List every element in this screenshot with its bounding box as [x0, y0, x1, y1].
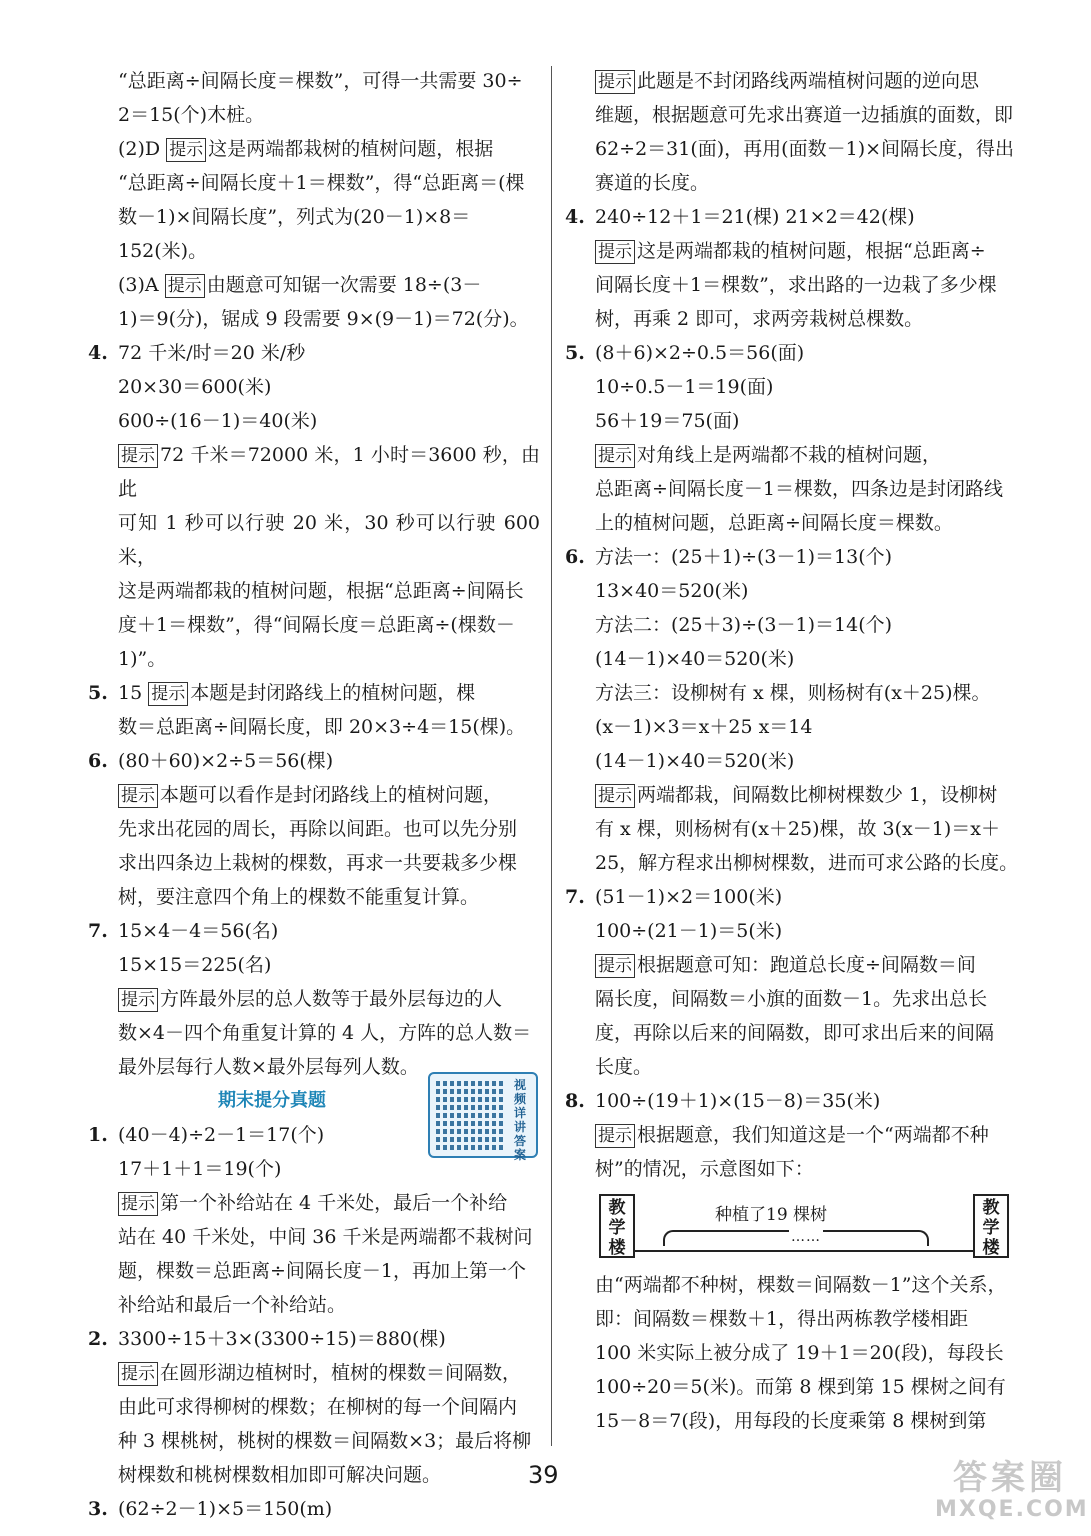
watermark-logo [935, 1458, 1089, 1530]
answer-line [88, 1458, 540, 1492]
answer-line [565, 982, 1020, 1016]
answer-text: 方法三：设柳树有 x 棵，则杨树有(x＋25)棵。 [595, 682, 991, 704]
hint-text: 对角线上是两端都不栽的植树问题， [637, 444, 942, 466]
answer-text: 种 3 棵桃树，桃树的棵数＝间隔数×3；最后将柳 [118, 1430, 532, 1452]
answer-text: 隔长度，间隔数＝小旗的面数－1。先求出总长 [595, 988, 988, 1010]
answer-line [565, 1268, 1020, 1302]
hint-text: 在圆形湖边植树时，植树的棵数＝间隔数， [160, 1362, 522, 1384]
answer-text: (80＋60)×2÷5＝56(棵) [118, 750, 334, 772]
answer-item-start [88, 336, 540, 370]
column-divider [551, 66, 552, 1446]
answer-line [88, 948, 540, 982]
answer-line [565, 744, 1020, 778]
question-number: 5. [88, 682, 108, 704]
answer-item-start [88, 676, 540, 710]
answer-line [88, 1356, 540, 1390]
answer-line [565, 438, 1020, 472]
answer-text: 20×30＝600(米) [118, 376, 272, 398]
answer-text: 15 [118, 682, 149, 704]
answer-line [565, 132, 1020, 166]
answer-text: 求出四条边上栽树的棵数，再求一共要栽多少棵 [118, 852, 518, 874]
answer-text: 度＋1＝棵数”，得“间隔长度＝总距离÷(棵数－ [118, 614, 515, 636]
answer-text: 方法一：(25＋1)÷(3－1)＝13(个) [595, 546, 893, 568]
answer-line [88, 778, 540, 812]
answer-text: 13×40＝520(米) [595, 580, 749, 602]
answer-text: 15－8＝7(段)，用每段的长度乘第 8 棵树到第 [595, 1410, 987, 1432]
answer-line [88, 846, 540, 880]
answer-item-start [88, 744, 540, 778]
hint-label: 提示 [118, 988, 158, 1012]
answer-line [565, 948, 1020, 982]
question-number: 5. [565, 342, 585, 364]
answer-line [565, 1302, 1020, 1336]
right-building: 教学楼 [973, 1194, 1009, 1258]
question-number: 3. [88, 1498, 108, 1520]
answer-line [565, 1050, 1020, 1084]
answer-line [88, 370, 540, 404]
answer-text: 上的植树问题，总距离÷间隔长度＝棵数。 [595, 512, 953, 534]
answer-line [88, 234, 540, 268]
answer-text: 62÷2＝31(面)，再用(面数－1)×间隔长度，得出 [595, 138, 1015, 160]
answer-text: 先求出花园的周长，再除以间距。也可以先分别 [118, 818, 518, 840]
answer-line [88, 880, 540, 914]
section-title: 期末提分真题 [218, 1090, 326, 1111]
answer-line [565, 846, 1020, 880]
question-number: 7. [88, 920, 108, 942]
answer-text: 数－1)×间隔长度”，列式为(20－1)×8＝ [118, 206, 471, 228]
answer-line [565, 574, 1020, 608]
hint-text: 两端都栽，间隔数比柳树棵数少 1，设柳树 [637, 784, 998, 806]
answer-text: (2)D [118, 138, 167, 160]
answer-text: “总距离÷间隔长度＝棵数”，可得一共需要 30÷ [118, 70, 523, 92]
answer-item-start [88, 1322, 540, 1356]
answer-text: 由此可求得柳树的棵数；在柳树的每一个间隔内 [118, 1396, 518, 1418]
answer-line [88, 132, 540, 166]
answer-text: 总距离÷间隔长度－1＝棵数，四条边是封闭路线 [595, 478, 1004, 500]
hint-label: 提示 [118, 784, 158, 808]
answer-text: 2＝15(个)木桩。 [118, 104, 265, 126]
page-number: 39 [528, 1461, 559, 1489]
hint-text: 72 千米＝72000 米，1 小时＝3600 秒，由此 [118, 444, 540, 500]
answer-line [565, 64, 1020, 98]
answer-line [88, 166, 540, 200]
hint-label: 提示 [595, 444, 635, 468]
answer-item-start [88, 1492, 540, 1526]
answer-line [565, 166, 1020, 200]
left-column [88, 64, 540, 1526]
hint-label: 提示 [165, 274, 205, 298]
answer-text: 数×4－四个角重复计算的 4 人，方阵的总人数＝ [118, 1022, 532, 1044]
answer-line [88, 268, 540, 302]
answer-line [88, 98, 540, 132]
answer-text: 15×4－4＝56(名) [118, 920, 279, 942]
answer-line [565, 98, 1020, 132]
answer-text: 数＝总距离÷间隔长度，即 20×3÷4＝15(棵)。 [118, 716, 526, 738]
answer-line [565, 812, 1020, 846]
answer-text: 补给站和最后一个补给站。 [118, 1294, 347, 1316]
answer-text: (40－4)÷2－1＝17(个) [118, 1124, 325, 1146]
answer-line [88, 404, 540, 438]
answer-text: 100÷(21－1)＝5(米) [595, 920, 783, 942]
question-number: 4. [565, 206, 585, 228]
hint-text: 这是两端都栽的植树问题，根据“总距离÷ [637, 240, 986, 262]
answer-text: (14－1)×40＝520(米) [595, 648, 795, 670]
answer-line [88, 608, 540, 642]
answer-line [565, 472, 1020, 506]
answer-text: 最外层每行人数×最外层每列人数。 [118, 1056, 419, 1078]
answer-line [565, 778, 1020, 812]
answer-text: 间隔长度＋1＝棵数”，求出路的一边栽了多少棵 [595, 274, 997, 296]
answer-text: 100÷20＝5(米)。而第 8 棵到第 15 棵树之间有 [595, 1376, 1006, 1398]
hint-text: 此题是不封闭路线两端植树问题的逆向思 [637, 70, 980, 92]
answer-text: 题，棵数＝总距离÷间隔长度－1，再加上第一个 [118, 1260, 527, 1282]
answer-line [565, 370, 1020, 404]
answer-text: 由“两端都不种树，棵数＝间隔数－1”这个关系， [595, 1274, 1007, 1296]
answer-line [565, 642, 1020, 676]
answer-item-start [565, 540, 1020, 574]
answer-line [88, 64, 540, 98]
hint-text: 第一个补给站在 4 千米处，最后一个补给 [160, 1192, 508, 1214]
diagram-dots: …… [791, 1229, 821, 1245]
answer-line [565, 268, 1020, 302]
answer-item-start [565, 336, 1020, 370]
question-number: 7. [565, 886, 585, 908]
answer-text: 56＋19＝75(面) [595, 410, 740, 432]
answer-line [88, 1288, 540, 1322]
answer-text: 72 千米/时＝20 米/秒 [118, 342, 306, 364]
answer-line [88, 1254, 540, 1288]
answer-text: 100 米实际上被分成了 19＋1＝20(段)，每段长 [595, 1342, 1004, 1364]
answer-text: 17＋1＋1＝19(个) [118, 1158, 282, 1180]
answer-text: 可知 1 秒可以行驶 20 米，30 秒可以行驶 600 米， [118, 512, 540, 568]
question-number: 1. [88, 1124, 108, 1146]
answer-line [565, 1336, 1020, 1370]
answer-line [565, 710, 1020, 744]
watermark-text: 答案圈 [953, 1458, 1067, 1498]
answer-line [88, 574, 540, 608]
hint-label: 提示 [118, 1362, 158, 1386]
answer-text: (14－1)×40＝520(米) [595, 750, 795, 772]
answer-text: 1)”。 [118, 648, 167, 670]
answer-text: 赛道的长度。 [595, 172, 710, 194]
question-number: 8. [565, 1090, 585, 1112]
hint-label: 提示 [595, 1124, 635, 1148]
answer-line [88, 1390, 540, 1424]
tree-planting-diagram [595, 1194, 1013, 1268]
answer-line [565, 1152, 1020, 1186]
hint-label: 提示 [166, 138, 206, 162]
answer-line [88, 812, 540, 846]
hint-text: 本题是封闭路线上的植树问题，棵 [190, 682, 476, 704]
answer-text: 站在 40 千米处，中间 36 千米是两端都不栽树问 [118, 1226, 533, 1248]
hint-label: 提示 [118, 444, 158, 468]
answer-line [565, 1016, 1020, 1050]
answer-line [88, 1186, 540, 1220]
hint-label: 提示 [595, 954, 635, 978]
diagram-label: 种植了19 棵树 [715, 1205, 828, 1225]
answer-text: 长度。 [595, 1056, 653, 1078]
answer-text: 25，解方程求出柳树棵数，进而可求公路的长度。 [595, 852, 1019, 874]
answer-text: 即：间隔数＝棵数＋1，得出两栋教学楼相距 [595, 1308, 969, 1330]
hint-label: 提示 [595, 70, 635, 94]
answer-text: (3)A [118, 274, 165, 296]
answer-text: (8＋6)×2÷0.5＝56(面) [595, 342, 805, 364]
answer-line [88, 302, 540, 336]
answer-text: 1)＝9(分)，锯成 9 段需要 9×(9－1)＝72(分)。 [118, 308, 529, 330]
answer-text: 树”的情况，示意图如下： [595, 1158, 814, 1180]
hint-label: 提示 [118, 1192, 158, 1216]
watermark-url: MXQE.COM [935, 1497, 1089, 1522]
road-line [635, 1250, 973, 1252]
left-building: 教学楼 [599, 1194, 635, 1258]
answer-line [565, 676, 1020, 710]
answer-text: 树，要注意四个角上的棵数不能重复计算。 [118, 886, 480, 908]
hint-text: 根据题意，我们知道这是一个“两端都不种 [637, 1124, 989, 1146]
right-column [565, 64, 1020, 1438]
hint-text: 方阵最外层的总人数等于最外层每边的人 [160, 988, 503, 1010]
hint-text: 本题可以看作是封闭路线上的植树问题， [160, 784, 503, 806]
question-number: 2. [88, 1328, 108, 1350]
answer-line [88, 642, 540, 676]
answer-line [565, 1404, 1020, 1438]
answer-text: 240÷12＋1＝21(棵) 21×2＝42(棵) [595, 206, 915, 228]
answer-text: 600÷(16－1)＝40(米) [118, 410, 318, 432]
answer-text: 这是两端都栽的植树问题，根据“总距离÷间隔长 [118, 580, 524, 602]
answer-line [88, 506, 540, 574]
answer-line [88, 1016, 540, 1050]
answer-text: “总距离÷间隔长度＋1＝棵数”，得“总距离＝(棵 [118, 172, 525, 194]
answer-item-start [565, 1084, 1020, 1118]
question-number: 4. [88, 342, 108, 364]
answer-line [565, 506, 1020, 540]
answer-item-start [565, 880, 1020, 914]
answer-text: 100÷(19＋1)×(15－8)＝35(米) [595, 1090, 881, 1112]
answer-text: 度，再除以后来的间隔数，即可求出后来的间隔 [595, 1022, 995, 1044]
answer-text: 维题，根据题意可先求出赛道一边插旗的面数，即 [595, 104, 1014, 126]
answer-text: 10÷0.5－1＝19(面) [595, 376, 774, 398]
answer-text: (x－1)×3＝x＋25 x＝14 [595, 716, 813, 738]
answer-line [88, 1424, 540, 1458]
answer-text: 有 x 棵，则杨树有(x＋25)棵，故 3(x－1)＝x＋ [595, 818, 1000, 840]
answer-text: 方法二：(25＋3)÷(3－1)＝14(个) [595, 614, 893, 636]
hint-label: 提示 [595, 784, 635, 808]
answer-item-start [88, 914, 540, 948]
answer-text: (51－1)×2＝100(米) [595, 886, 783, 908]
answer-line [88, 438, 540, 506]
hint-label: 提示 [148, 682, 188, 706]
answer-line [565, 608, 1020, 642]
answer-line [88, 710, 540, 744]
qr-pattern [436, 1080, 506, 1150]
answer-text: 树，再乘 2 即可，求两旁栽树总棵数。 [595, 308, 924, 330]
question-number: 6. [565, 546, 585, 568]
answer-line [565, 1118, 1020, 1152]
answer-text: 15×15＝225(名) [118, 954, 272, 976]
answer-text: 树棵数和桃树棵数相加即可解决问题。 [118, 1464, 442, 1486]
hint-label: 提示 [595, 240, 635, 264]
answer-line [88, 200, 540, 234]
answer-line [565, 234, 1020, 268]
qr-code-icon[interactable] [428, 1072, 538, 1162]
answer-line [88, 982, 540, 1016]
answer-line [565, 1370, 1020, 1404]
answer-text: 152(米)。 [118, 240, 208, 262]
answer-line [565, 404, 1020, 438]
answer-text: 3300÷15＋3×(3300÷15)＝880(棵) [118, 1328, 446, 1350]
answer-text: (62÷2－1)×5＝150(m) [118, 1498, 333, 1520]
hint-text: 这是两端都栽树的植树问题，根据 [208, 138, 494, 160]
answer-item-start [565, 200, 1020, 234]
answer-line [565, 914, 1020, 948]
answer-line [88, 1220, 540, 1254]
hint-text: 由题意可知锯一次需要 18÷(3－ [206, 274, 482, 296]
question-number: 6. [88, 750, 108, 772]
hint-text: 根据题意可知：跑道总长度÷间隔数＝间 [637, 954, 976, 976]
answer-line [565, 302, 1020, 336]
qr-label: 视频详讲答案 [514, 1078, 527, 1162]
